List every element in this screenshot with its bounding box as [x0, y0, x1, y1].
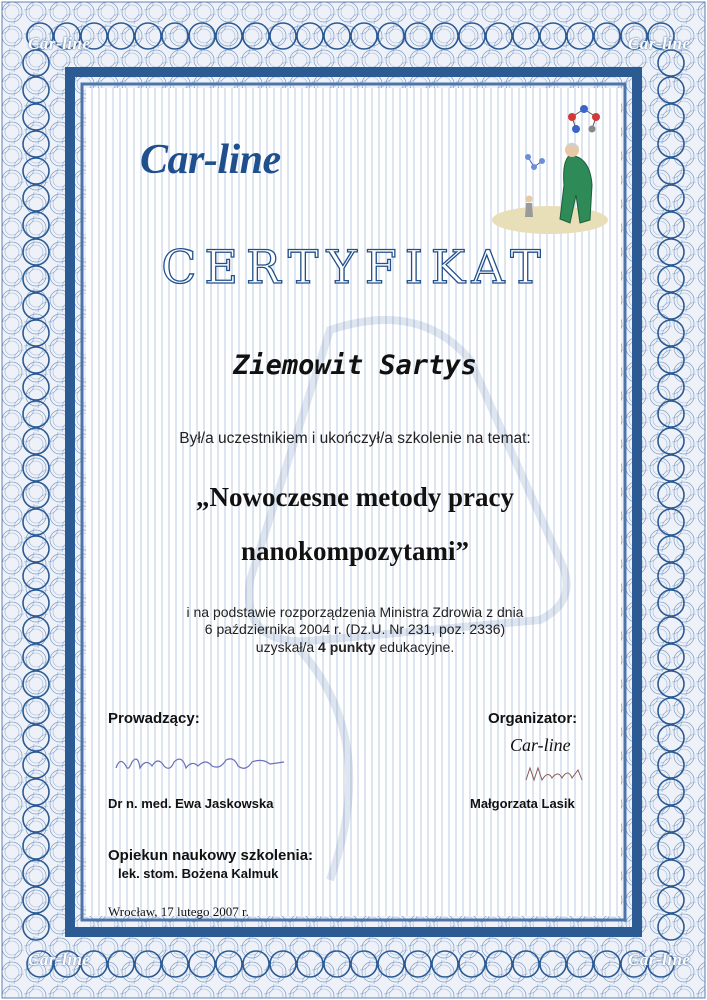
- basis-line-3: [100, 639, 610, 656]
- corner-mark-bottom-left: Car-line: [28, 950, 91, 969]
- organizer-signature: [522, 762, 592, 790]
- education-points: 4 punkty: [318, 639, 376, 655]
- basis-prefix: uzyskał/a: [255, 639, 315, 655]
- scientist-illustration: [480, 95, 610, 245]
- organizer-logo: Car-line: [510, 735, 571, 755]
- supervisor-name: lek. stom. Bożena Kalmuk: [118, 866, 279, 881]
- lead-signature: [112, 748, 292, 778]
- basis-suffix: edukacyjne.: [379, 639, 455, 655]
- organizer-name: Małgorzata Lasik: [470, 796, 575, 811]
- corner-mark-top-right: Car-line: [628, 34, 691, 53]
- topic-line-2: nanokompozytami”: [240, 536, 470, 566]
- intro-text: Był/a uczestnikiem i ukończył/a szkolenie na temat:: [179, 430, 531, 447]
- corner-mark-top-left: Car-line: [28, 34, 91, 53]
- place-date: Wrocław, 17 lutego 2007 r.: [108, 904, 249, 919]
- basis-line-1: i na podstawie rozporządzenia Ministra Zdrowia z dnia: [186, 604, 524, 620]
- supervisor-label: Opiekun naukowy szkolenia:: [108, 847, 314, 864]
- company-logo: Car-line: [140, 137, 281, 183]
- lead-label: Prowadzący:: [108, 710, 200, 727]
- lead-name: Dr n. med. Ewa Jaskowska: [108, 796, 274, 811]
- topic-line-1: „Nowoczesne metody pracy: [196, 482, 514, 512]
- recipient-name: Ziemowit Sartys: [233, 350, 477, 381]
- certificate-title: CERTYFIKAT: [161, 240, 549, 294]
- basis-line-2: 6 października 2004 r. (Dz.U. Nr 231, poz. 2336): [204, 621, 506, 637]
- organizer-label: Organizator:: [488, 710, 578, 727]
- corner-mark-bottom-right: Car-line: [628, 950, 691, 969]
